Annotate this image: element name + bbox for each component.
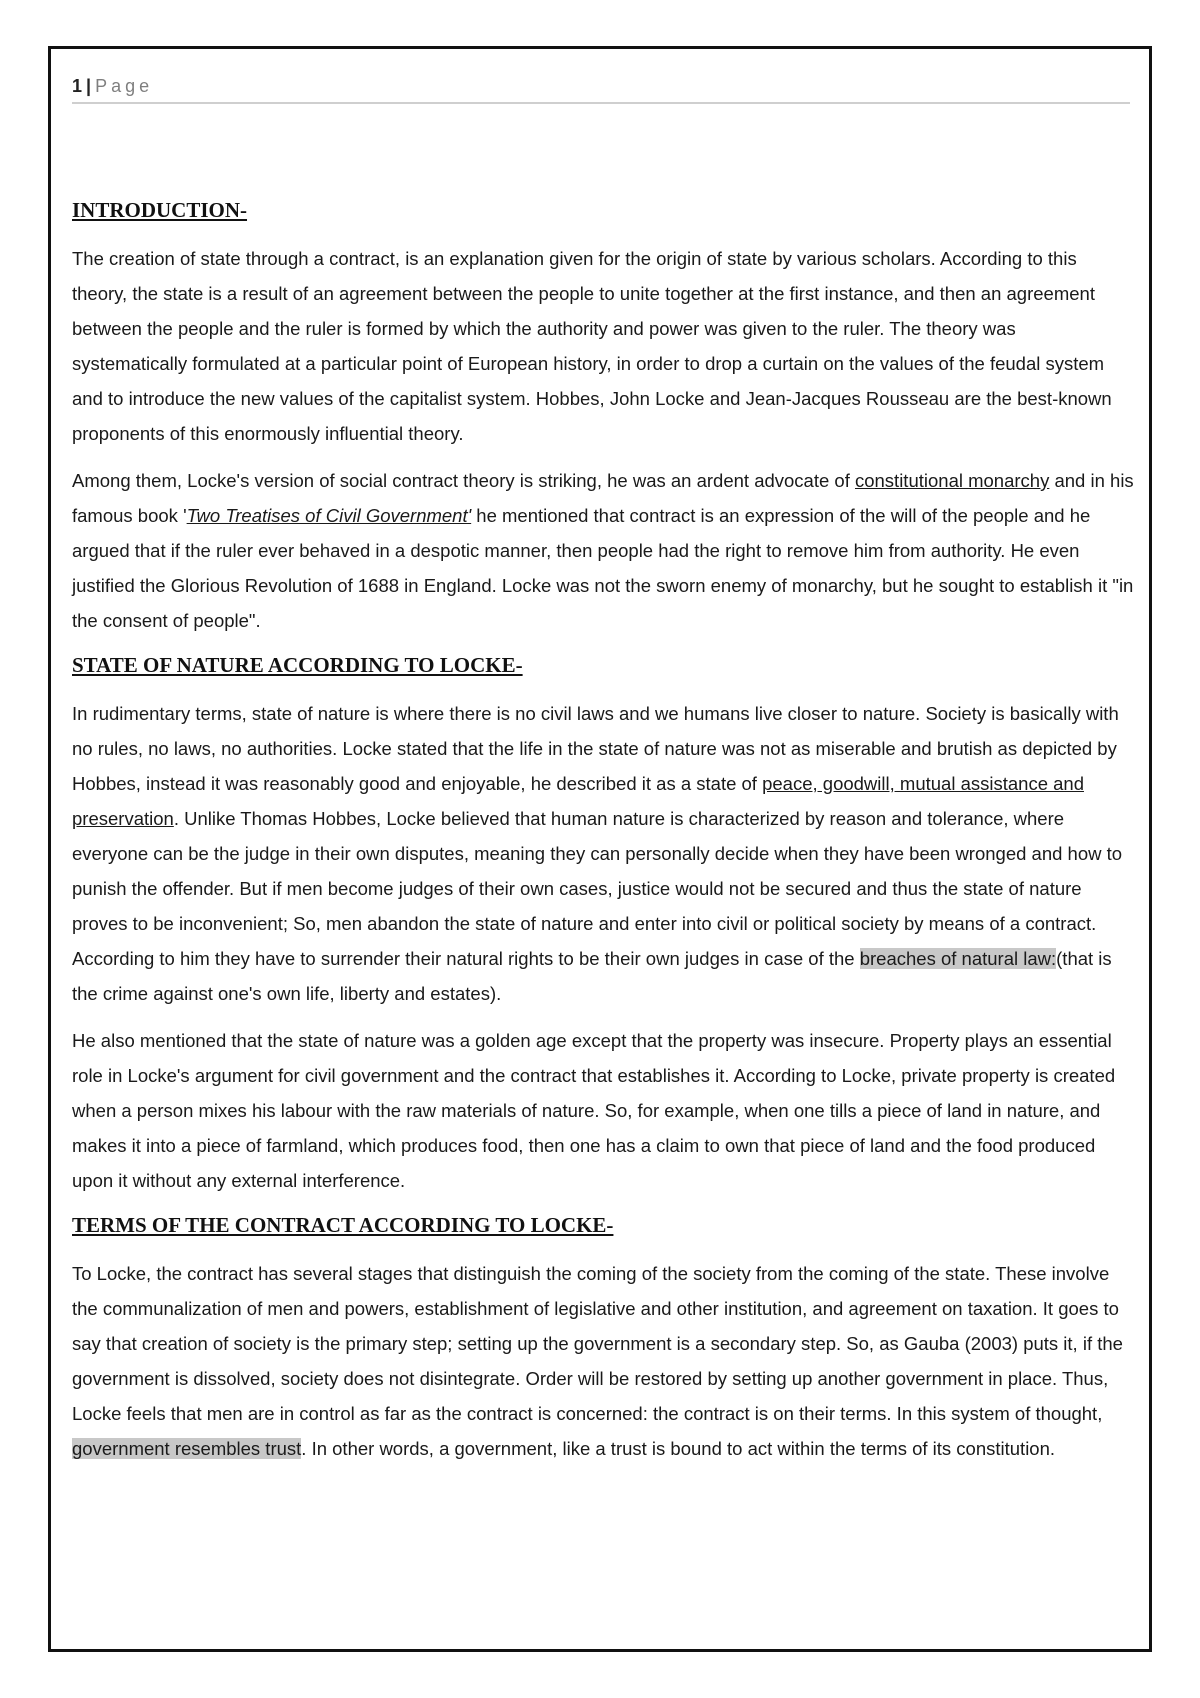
- constitutional-monarchy-link[interactable]: constitutional monarchy: [854, 470, 1050, 491]
- intro-paragraph-2: [72, 463, 1134, 638]
- text-run: (that is the crime against one's own life, liberty and estates).: [72, 948, 1112, 1004]
- heading-terms-of-contract: TERMS OF THE CONTRACT ACCORDING TO LOCKE-: [72, 1213, 614, 1237]
- heading-state-of-nature: STATE OF NATURE ACCORDING TO LOCKE-: [72, 653, 523, 677]
- intro-paragraph-1: The creation of state through a contract, is an explanation given for the origin of state by various scholars. According to this theory, the state is a result of an agreement between the people to unite together at the first instance, and then an agreement between the people and the ruler is formed by which the authority and power was given to the ruler. The theory was systematically formulated at a particular point of European history, in order to drop a curtain on the values of the feudal system and to introduce the new values of the capitalist system. Hobbes, John Locke and Jean-Jacques Rousseau are the best-known proponents of this enormously influential theory.: [72, 248, 1112, 444]
- book-title: Two Treatises of Civil Government': [186, 505, 472, 526]
- heading-introduction: INTRODUCTION-: [72, 198, 248, 222]
- text-run: . In other words, a government, like a trust is bound to act within the terms of its constitution.: [301, 1438, 1056, 1459]
- text-run: . Unlike Thomas Hobbes, Locke believed that human nature is characterized by reason and tolerance, where everyone can be the judge in their own disputes, meaning they can personally decide when they have been wronged and how to punish the offender. But if men become judges of their own cases, justice would not be secured and thus the state of nature proves to be inconvenient; So, men abandon the state of nature and enter into civil or political society by means of a contract. According to him they have to surrender their natural rights to be their own judges in case of the: [72, 808, 1123, 969]
- nature-paragraph-1: [72, 696, 1134, 1011]
- contract-paragraph-1: [72, 1256, 1134, 1466]
- document-body: [72, 196, 1134, 1466]
- nature-paragraph-2: He also mentioned that the state of nature was a golden age except that the property was insecure. Property plays an essential role in Locke's argument for civil government and the contract that establishes it. According to Locke, private property is created when a person mixes his labour with the raw materials of nature. So, for example, when one tills a piece of land in nature, and makes it into a piece of farmland, which produces food, then one has a claim to own that piece of land and the food produced upon it without any external interference.: [72, 1030, 1116, 1191]
- page-separator: |: [86, 76, 92, 96]
- highlighted-phrase: breaches of natural law:: [859, 948, 1057, 969]
- page-label: Page: [95, 76, 154, 96]
- underlined-phrase: peace, goodwill, mutual assistance and preservation: [72, 773, 1084, 829]
- text-run: To Locke, the contract has several stages that distinguish the coming of the society from the coming of the state. These involve the communalization of men and powers, establishment of legislative and other institution, and agreement on taxation. It goes to say that creation of society is the primary step; setting up the government is a secondary step. So, as Gauba (2003) puts it, if the government is dissolved, society does not disintegrate. Order will be restored by setting up another government in place. Thus, Locke feels that men are in control as far as the contract is concerned: the contract is on their terms. In this system of thought,: [72, 1263, 1123, 1424]
- highlighted-phrase: government resembles trust: [72, 1438, 302, 1459]
- text-run: and in his famous book ': [72, 470, 1134, 526]
- page-header: [72, 74, 1130, 104]
- text-run: he mentioned that contract is an expression of the will of the people and he argued that if the ruler ever behaved in a despotic manner, then people had the right to remove him from authority. He even justified the Glorious Revolution of 1688 in England. Locke was not the sworn enemy of monarchy, but he sought to establish it "in the consent of people".: [72, 505, 1134, 631]
- text-run: In rudimentary terms, state of nature is where there is no civil laws and we humans live closer to nature. Society is basically with no rules, no laws, no authorities. Locke stated that the life in the state of nature was not as miserable and brutish as depicted by Hobbes, instead it was reasonably good and enjoyable, he described it as a state of: [72, 703, 1119, 794]
- page-number: 1: [72, 76, 83, 96]
- text-run: Among them, Locke's version of social contract theory is striking, he was an ardent advocate of: [72, 470, 855, 491]
